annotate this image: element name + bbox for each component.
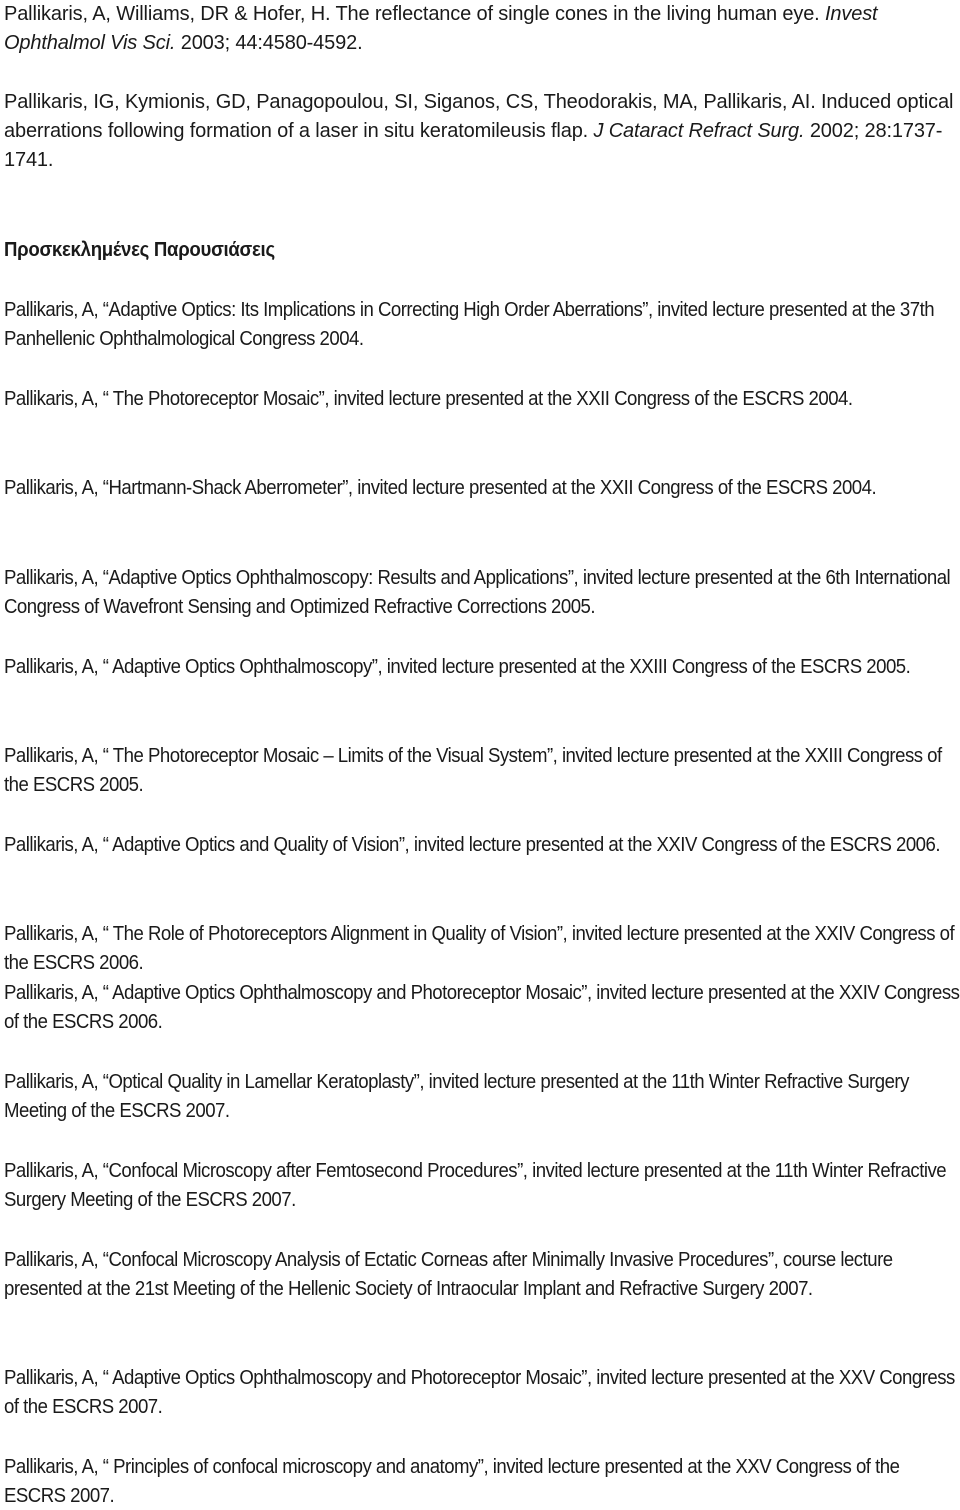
lecture-entry: Pallikaris, A, “ The Photoreceptor Mosaic”, invited lecture presented at the XXII Congress of the ESCRS 2004. <box>4 388 853 410</box>
lecture-entry: Pallikaris, A, “ Adaptive Optics Ophthalmoscopy and Photoreceptor Mosaic”, invited lecture presented at the XXIV Congress of the ESCRS 2006. <box>4 982 960 1033</box>
reference-journal: Invest Ophthalmol Vis Sci. <box>4 3 878 54</box>
reference-text: Pallikaris, IG, Kymionis, GD, Panagopoulou, SI, Siganos, CS, Theodorakis, MA, Pallikaris, AI. Induced optical aberrations following formation of a laser in situ keratomileusis flap. <box>4 91 954 142</box>
reference-suffix: 2003; 44:4580-4592. <box>175 32 363 54</box>
lecture-entry: Pallikaris, A, “Confocal Microscopy Analysis of Ectatic Corneas after Minimally Invasive Procedures”, course lecture presented at the 21st Meeting of the Hellenic Society of Intraocular Implant and Refractive Surgery 2007. <box>4 1249 893 1300</box>
reference-suffix: 2002; 28:1737-1741. <box>4 120 943 171</box>
reference-journal: J Cataract Refract Surg. <box>593 120 805 142</box>
lecture-entry: Pallikaris, A, “Adaptive Optics Ophthalmoscopy: Results and Applications”, invited lecture presented at the 6th International Congress of Wavefront Sensing and Optimized Refractive Corrections 2005. <box>4 567 951 618</box>
lecture-entry: Pallikaris, A, “Hartmann-Shack Aberrometer”, invited lecture presented at the XXII Congress of the ESCRS 2004. <box>4 477 877 499</box>
section-heading: Προσκεκλημένες Παρουσιάσεις <box>4 239 275 261</box>
lecture-entry: Pallikaris, A, “ Adaptive Optics Ophthalmoscopy and Photoreceptor Mosaic”, invited lecture presented at the XXV Congress of the ESCRS 2007. <box>4 1367 955 1418</box>
lecture-entry: Pallikaris, A, “ Adaptive Optics Ophthalmoscopy”, invited lecture presented at the XXIII Congress of the ESCRS 2005. <box>4 656 911 678</box>
lecture-entry: Pallikaris, A, “ Principles of confocal microscopy and anatomy”, invited lecture presented at the XXV Congress of the ESCRS 2007. <box>4 1456 900 1507</box>
reference-text: Pallikaris, A, Williams, DR & Hofer, H. The reflectance of single cones in the living human eye. <box>4 3 825 25</box>
lecture-entry: Pallikaris, A, “Adaptive Optics: Its Implications in Correcting High Order Aberrations”, invited lecture presented at the 37th Panhellenic Ophthalmological Congress 2004. <box>4 299 935 350</box>
lecture-entry: Pallikaris, A, “Confocal Microscopy after Femtosecond Procedures”, invited lecture presented at the 11th Winter Refractive Surgery Meeting of the ESCRS 2007. <box>4 1160 947 1211</box>
reference-entry <box>4 88 954 175</box>
lecture-entry: Pallikaris, A, “ The Role of Photoreceptors Alignment in Quality of Vision”, invited lecture presented at the XXIV Congress of the ESCRS 2006. <box>4 923 955 974</box>
lecture-entry: Pallikaris, A, “Optical Quality in Lamellar Keratoplasty”, invited lecture presented at the 11th Winter Refractive Surgery Meeting of the ESCRS 2007. <box>4 1071 909 1122</box>
lecture-entry: Pallikaris, A, “ The Photoreceptor Mosaic – Limits of the Visual System”, invited lecture presented at the XXIII Congress of the ESCRS 2005. <box>4 745 942 796</box>
reference-entry <box>4 0 954 58</box>
lecture-entry: Pallikaris, A, “ Adaptive Optics and Quality of Vision”, invited lecture presented at the XXIV Congress of the ESCRS 2006. <box>4 834 940 856</box>
